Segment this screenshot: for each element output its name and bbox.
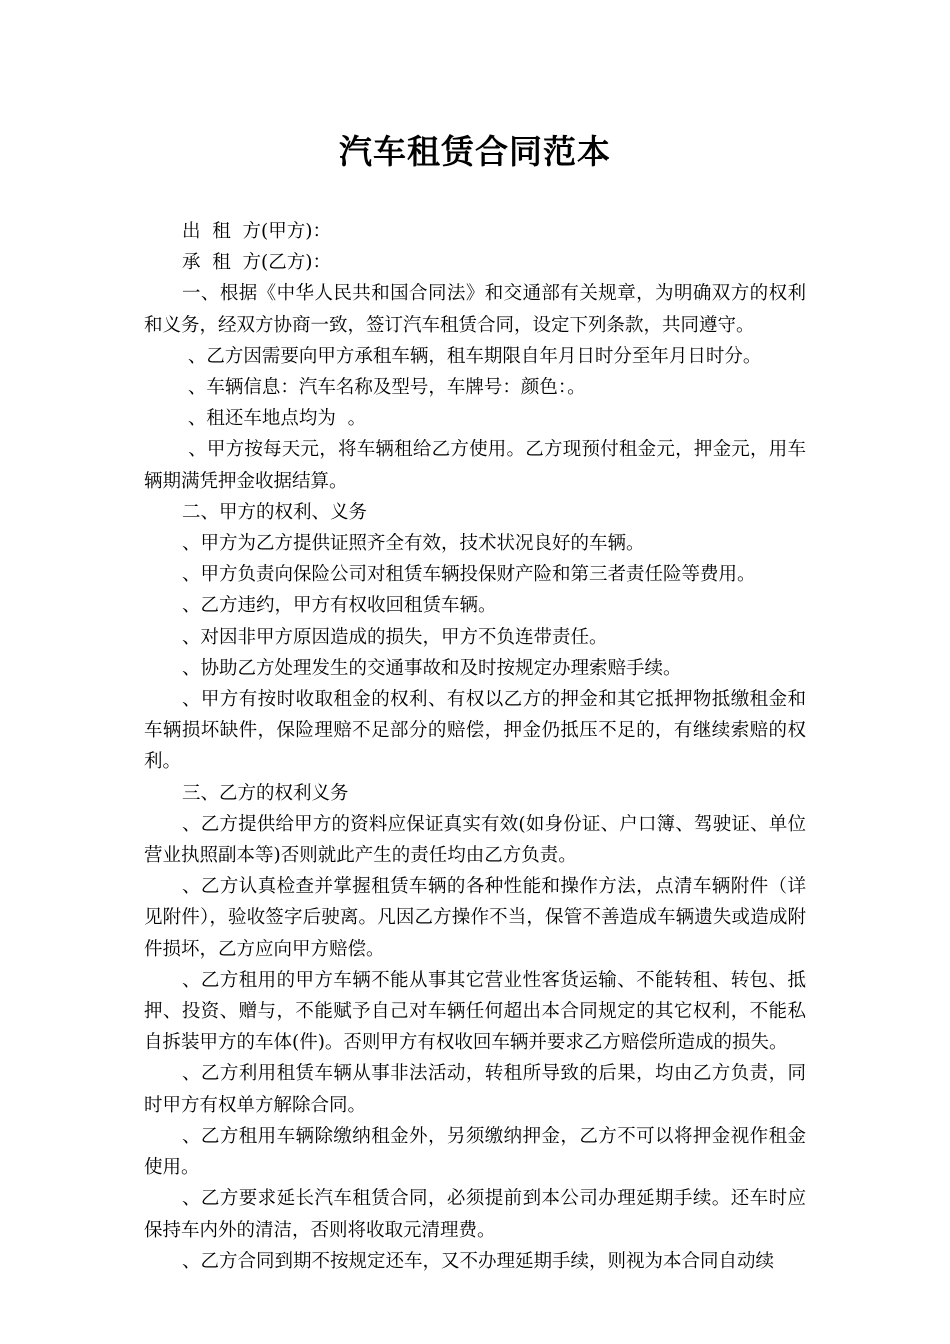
paragraph-pickup-location: 、租还车地点均为 。 [182, 408, 367, 430]
paragraph-lessor-clause: 、甲方负责向保险公司对租赁车辆投保财产险和第三者责任险等费用。 [182, 564, 756, 586]
document-page [144, 0, 806, 1277]
document-body [144, 216, 806, 1277]
paragraph-lessee-clause: 、乙方提供给甲方的资料应保证真实有效(如身份证、户口簿、驾驶证、单位营业执照副本等)否则就此产生的责任均由乙方负责。 [144, 813, 806, 867]
paragraph-lessee-clause: 、乙方要求延长汽车租赁合同，必须提前到本公司办理延期手续。还车时应保持车内外的清洁，否则将收取元清理费。 [144, 1188, 806, 1241]
paragraph-lessor: 出 租 方(甲方)： [182, 221, 331, 242]
paragraph-lessee-clause: 、乙方租用的甲方车辆不能从事其它营业性客货运输、不能转租、转包、抵押、投资、赠与，不能赋予自己对车辆任何超出本合同规定的其它权利，不能私自拆装甲方的车体(件)。否则甲方有权收回车辆并要求乙方赔偿所造成的损失。 [144, 969, 806, 1054]
paragraph-lessor-clause: 、协助乙方处理发生的交通事故和及时按规定办理索赔手续。 [182, 657, 682, 679]
paragraph-rental-period: 、乙方因需要向甲方承租车辆，租车期限自年月日时分至年月日时分。 [182, 345, 762, 367]
paragraph-lessee-clause: 、乙方合同到期不按规定还车，又不办理延期手续，则视为本合同自动续 [182, 1250, 775, 1272]
paragraph-lessor-clause: 、甲方有按时收取租金的权利、有权以乙方的押金和其它抵押物抵缴租金和车辆损坏缺件，保险理赔不足部分的赔偿，押金仍抵压不足的，有继续索赔的权利。 [144, 689, 806, 773]
document-title: 汽车租赁合同范本 [339, 132, 611, 171]
paragraph-vehicle-info: 、车辆信息：汽车名称及型号，车牌号：颜色：。 [182, 377, 586, 399]
paragraph-section-1-intro: 一、根据《中华人民共和国合同法》和交通部有关规章，为明确双方的权利和义务，经双方协商一致，签订汽车租赁合同，设定下列条款，共同遵守。 [144, 283, 806, 336]
paragraph-lessee-clause: 、乙方利用租赁车辆从事非法活动，转租所导致的后果，均由乙方负责，同时甲方有权单方解除合同。 [144, 1063, 806, 1116]
paragraph-lessor-clause: 、乙方违约，甲方有权收回租赁车辆。 [182, 595, 497, 617]
paragraph-lessee-clause: 、乙方租用车辆除缴纳租金外，另须缴纳押金，乙方不可以将押金视作租金使用。 [144, 1125, 806, 1179]
paragraph-lessor-clause: 、对因非甲方原因造成的损失，甲方不负连带责任。 [182, 626, 608, 648]
paragraph-rent-deposit: 、甲方按每天元，将车辆租给乙方使用。乙方现预付租金元，押金元，用车辆期满凭押金收据结算。 [144, 439, 806, 492]
paragraph-lessor-clause: 、甲方为乙方提供证照齐全有效，技术状况良好的车辆。 [182, 533, 645, 555]
paragraph-lessee: 承 租 方(乙方)： [182, 252, 331, 274]
section-heading-lessor-rights: 二、甲方的权利、义务 [182, 501, 368, 523]
section-heading-lessee-rights: 三、乙方的权利义务 [182, 782, 349, 804]
paragraph-lessee-clause: 、乙方认真检查并掌握租赁车辆的各种性能和操作方法，点清车辆附件（详见附件），验收签字后驶离。凡因乙方操作不当，保管不善造成车辆遗失或造成附件损坏，乙方应向甲方赔偿。 [144, 876, 806, 960]
